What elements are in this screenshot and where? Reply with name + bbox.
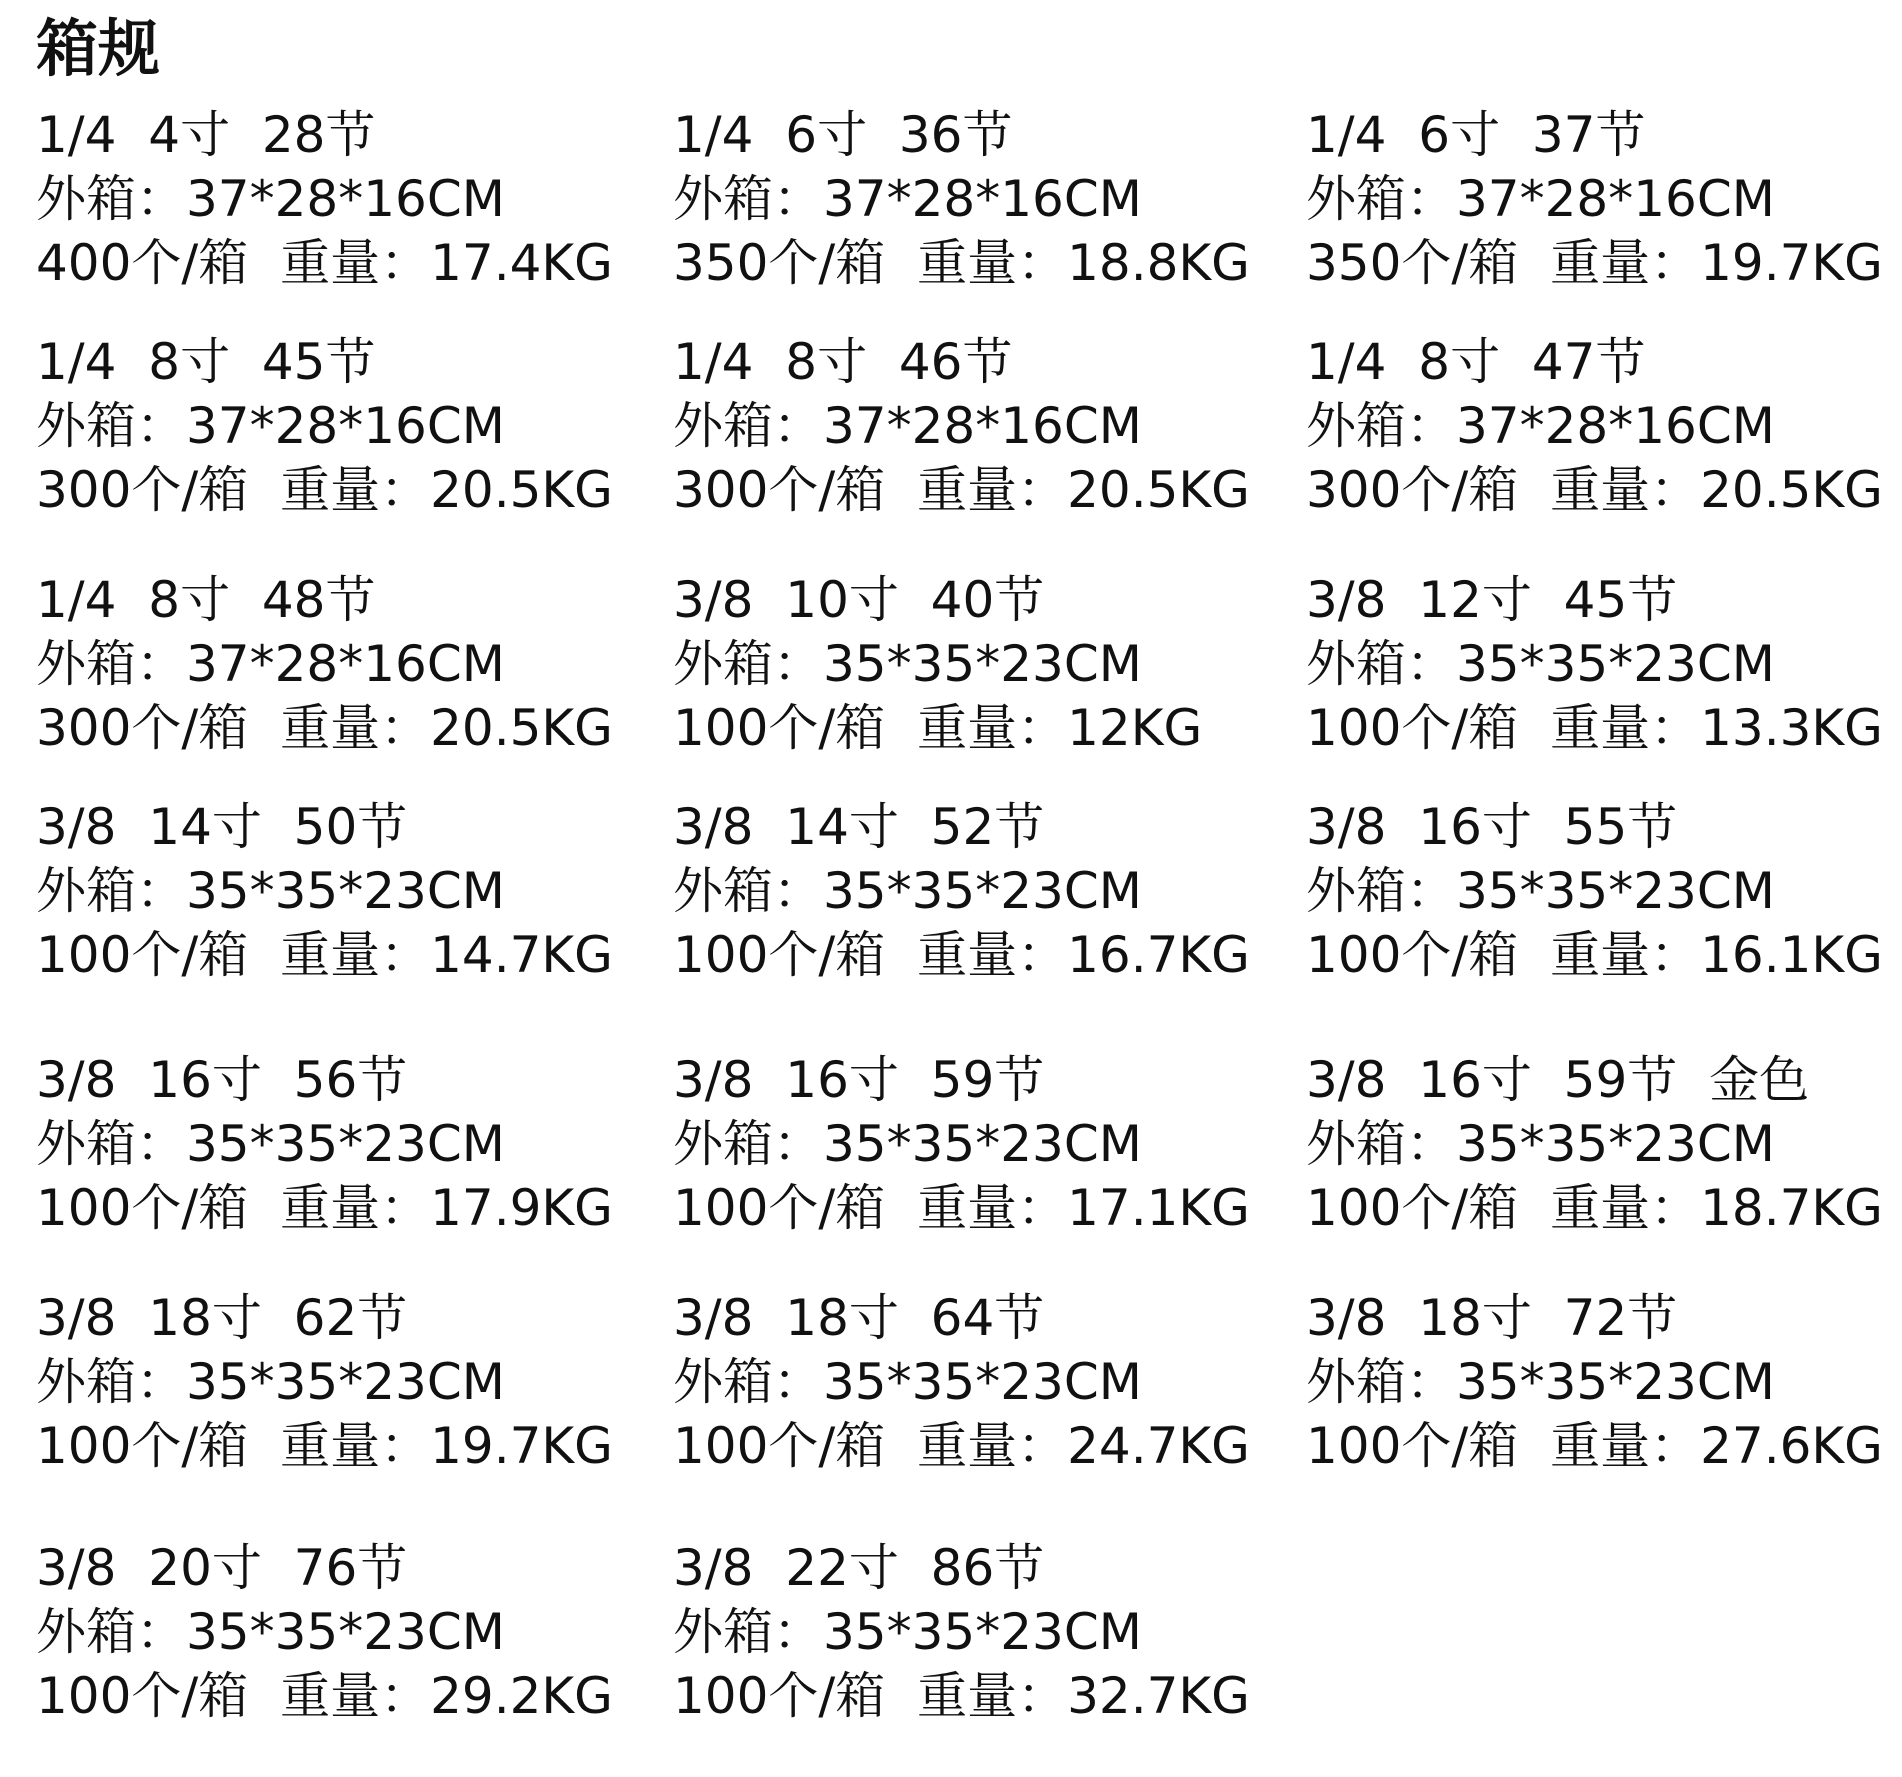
pack-qty-weight: 300个/箱 重量：20.5KG bbox=[673, 461, 1250, 519]
spec-heading: 1/4 8寸 45节 bbox=[36, 333, 376, 391]
outer-box-size: 外箱：35*35*23CM bbox=[36, 862, 505, 920]
spec-block bbox=[673, 1048, 1273, 1240]
spec-block bbox=[673, 330, 1273, 522]
spec-heading: 3/8 16寸 59节 金色 bbox=[1306, 1051, 1810, 1109]
pack-qty-weight: 350个/箱 重量：19.7KG bbox=[1306, 234, 1883, 292]
spec-block bbox=[36, 1536, 636, 1728]
outer-box-size: 外箱：37*28*16CM bbox=[1306, 397, 1775, 455]
spec-heading: 1/4 8寸 47节 bbox=[1306, 333, 1646, 391]
spec-heading: 3/8 18寸 64节 bbox=[673, 1289, 1045, 1347]
spec-heading: 3/8 14寸 50节 bbox=[36, 798, 408, 856]
spec-heading: 3/8 16寸 56节 bbox=[36, 1051, 408, 1109]
outer-box-size: 外箱：37*28*16CM bbox=[36, 397, 505, 455]
spec-heading: 3/8 20寸 76节 bbox=[36, 1539, 408, 1597]
spec-block bbox=[1306, 568, 1902, 760]
spec-heading: 3/8 16寸 59节 bbox=[673, 1051, 1045, 1109]
pack-qty-weight: 100个/箱 重量：13.3KG bbox=[1306, 699, 1883, 757]
spec-block bbox=[36, 1286, 636, 1478]
spec-block bbox=[1306, 1048, 1902, 1240]
pack-qty-weight: 100个/箱 重量：29.2KG bbox=[36, 1667, 613, 1725]
spec-heading: 1/4 6寸 36节 bbox=[673, 106, 1013, 164]
spec-block bbox=[673, 568, 1273, 760]
pack-qty-weight: 100个/箱 重量：17.9KG bbox=[36, 1179, 613, 1237]
outer-box-size: 外箱：35*35*23CM bbox=[673, 1115, 1142, 1173]
pack-qty-weight: 300个/箱 重量：20.5KG bbox=[36, 461, 613, 519]
outer-box-size: 外箱：35*35*23CM bbox=[673, 862, 1142, 920]
outer-box-size: 外箱：35*35*23CM bbox=[1306, 1115, 1775, 1173]
spec-heading: 3/8 12寸 45节 bbox=[1306, 571, 1678, 629]
pack-qty-weight: 300个/箱 重量：20.5KG bbox=[36, 699, 613, 757]
pack-qty-weight: 100个/箱 重量：32.7KG bbox=[673, 1667, 1250, 1725]
spec-heading: 3/8 10寸 40节 bbox=[673, 571, 1045, 629]
spec-block bbox=[673, 1536, 1273, 1728]
pack-qty-weight: 100个/箱 重量：16.7KG bbox=[673, 926, 1250, 984]
spec-heading: 1/4 8寸 46节 bbox=[673, 333, 1013, 391]
pack-qty-weight: 100个/箱 重量：12KG bbox=[673, 699, 1203, 757]
pack-qty-weight: 350个/箱 重量：18.8KG bbox=[673, 234, 1250, 292]
pack-qty-weight: 100个/箱 重量：19.7KG bbox=[36, 1417, 613, 1475]
spec-heading: 3/8 16寸 55节 bbox=[1306, 798, 1678, 856]
spec-heading: 1/4 4寸 28节 bbox=[36, 106, 376, 164]
outer-box-size: 外箱：35*35*23CM bbox=[36, 1353, 505, 1411]
outer-box-size: 外箱：37*28*16CM bbox=[36, 635, 505, 693]
spec-heading: 1/4 6寸 37节 bbox=[1306, 106, 1646, 164]
outer-box-size: 外箱：37*28*16CM bbox=[1306, 170, 1775, 228]
spec-heading: 3/8 22寸 86节 bbox=[673, 1539, 1045, 1597]
outer-box-size: 外箱：37*28*16CM bbox=[673, 170, 1142, 228]
spec-heading: 3/8 18寸 72节 bbox=[1306, 1289, 1678, 1347]
outer-box-size: 外箱：35*35*23CM bbox=[1306, 1353, 1775, 1411]
outer-box-size: 外箱：35*35*23CM bbox=[36, 1115, 505, 1173]
outer-box-size: 外箱：35*35*23CM bbox=[673, 1603, 1142, 1661]
pack-qty-weight: 100个/箱 重量：17.1KG bbox=[673, 1179, 1250, 1237]
outer-box-size: 外箱：35*35*23CM bbox=[673, 635, 1142, 693]
spec-heading: 1/4 8寸 48节 bbox=[36, 571, 376, 629]
outer-box-size: 外箱：35*35*23CM bbox=[1306, 862, 1775, 920]
spec-block bbox=[36, 103, 636, 295]
pack-qty-weight: 300个/箱 重量：20.5KG bbox=[1306, 461, 1883, 519]
spec-block bbox=[36, 1048, 636, 1240]
pack-qty-weight: 100个/箱 重量：16.1KG bbox=[1306, 926, 1883, 984]
outer-box-size: 外箱：35*35*23CM bbox=[36, 1603, 505, 1661]
spec-block bbox=[673, 103, 1273, 295]
spec-block bbox=[1306, 103, 1902, 295]
spec-block bbox=[673, 795, 1273, 987]
spec-block bbox=[1306, 330, 1902, 522]
spec-block bbox=[36, 568, 636, 760]
outer-box-size: 外箱：35*35*23CM bbox=[673, 1353, 1142, 1411]
spec-block bbox=[1306, 1286, 1902, 1478]
pack-qty-weight: 100个/箱 重量：14.7KG bbox=[36, 926, 613, 984]
spec-block bbox=[36, 795, 636, 987]
pack-qty-weight: 100个/箱 重量：18.7KG bbox=[1306, 1179, 1883, 1237]
spec-block bbox=[673, 1286, 1273, 1478]
spec-heading: 3/8 18寸 62节 bbox=[36, 1289, 408, 1347]
pack-qty-weight: 400个/箱 重量：17.4KG bbox=[36, 234, 613, 292]
spec-block bbox=[1306, 795, 1902, 987]
spec-heading: 3/8 14寸 52节 bbox=[673, 798, 1045, 856]
page-title: 箱规 bbox=[36, 12, 161, 85]
pack-qty-weight: 100个/箱 重量：24.7KG bbox=[673, 1417, 1250, 1475]
pack-qty-weight: 100个/箱 重量：27.6KG bbox=[1306, 1417, 1883, 1475]
spec-block bbox=[36, 330, 636, 522]
outer-box-size: 外箱：37*28*16CM bbox=[673, 397, 1142, 455]
outer-box-size: 外箱：37*28*16CM bbox=[36, 170, 505, 228]
outer-box-size: 外箱：35*35*23CM bbox=[1306, 635, 1775, 693]
